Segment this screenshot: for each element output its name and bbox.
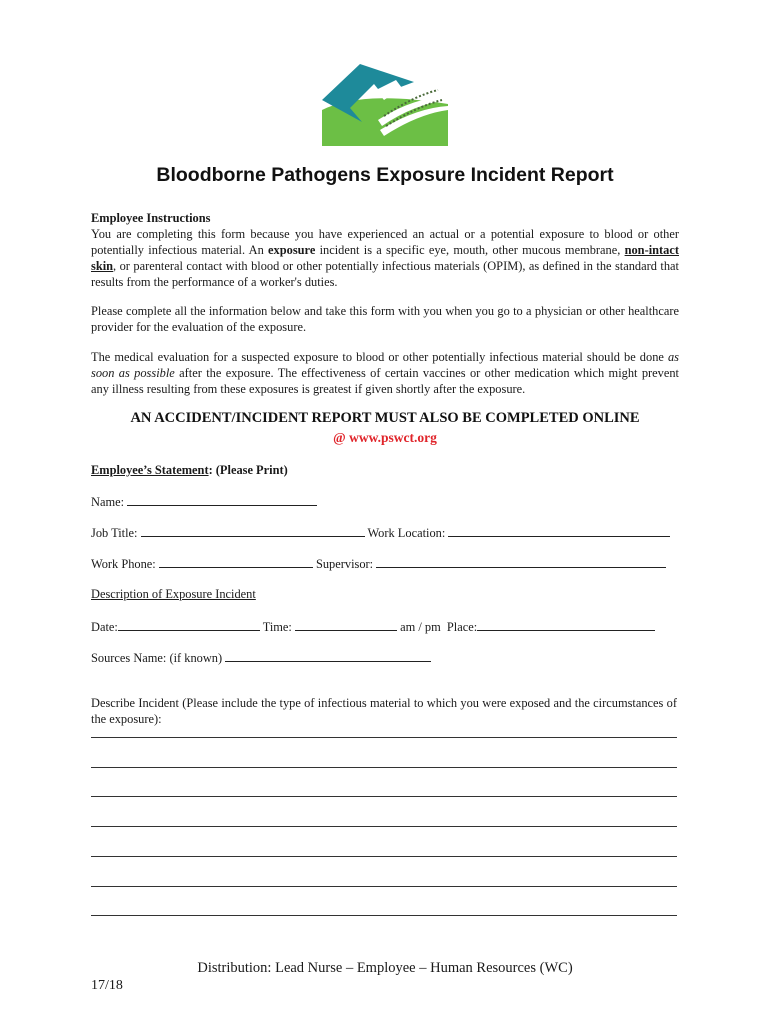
place-label: Place: (446, 620, 478, 634)
time-field[interactable] (295, 619, 397, 631)
instructions-section (91, 210, 679, 290)
page-title: Bloodborne Pathogens Exposure Incident Report (156, 164, 614, 186)
statement-heading (91, 463, 288, 478)
instructions-paragraph-3 (91, 349, 679, 397)
describe-incident-label: Describe Incident (Please include the type of infectious material to which you were exposed and the circumstances of the exposure): (91, 696, 677, 726)
sources-name-field[interactable] (225, 650, 431, 662)
name-row (91, 494, 317, 510)
instructions-text: after the exposure. The effectiveness of certain vaccines or other medication which might prevent any illness resulting from these exposures is greatest if given shortly after the exposure. (91, 366, 679, 396)
describe-line-3[interactable] (91, 796, 677, 797)
asap-term: as soon as possible (91, 350, 679, 380)
distribution-note: Distribution: Lead Nurse – Employee – Human Resources (WC) (197, 960, 573, 976)
work-location-label: Work Location: (367, 526, 446, 540)
describe-line-7[interactable] (91, 915, 677, 916)
instructions-heading: Employee Instructions (91, 211, 211, 225)
name-field[interactable] (127, 494, 317, 506)
online-report-link[interactable]: @ www.pswct.org (333, 430, 437, 445)
describe-line-4[interactable] (91, 826, 677, 827)
am-pm-label: am / pm (400, 620, 441, 634)
instructions-text: Please complete all the information below and take this form with you when you go to a physician or other healthcare provider for the evaluation of the exposure. (91, 304, 679, 334)
job-title-field[interactable] (141, 525, 365, 537)
work-location-field[interactable] (448, 525, 670, 537)
work-phone-field[interactable] (159, 556, 313, 568)
work-phone-label: Work Phone: (91, 557, 156, 571)
non-intact-skin-term: non-intact skin (91, 243, 679, 273)
instructions-text: You are completing this form because you have experienced an actual or a potential exposure to blood or other potentially infectious material. An (91, 227, 679, 257)
instructions-text: incident is a specific eye, mouth, other mucous membrane, (315, 243, 625, 257)
organization-logo (322, 60, 448, 146)
describe-line-6[interactable] (91, 886, 677, 887)
form-code: 17/18 (91, 978, 123, 993)
supervisor-field[interactable] (376, 556, 666, 568)
time-label: Time: (262, 620, 292, 634)
instructions-paragraph-1 (91, 226, 679, 290)
instructions-paragraph-2 (91, 303, 679, 335)
description-heading: Description of Exposure Incident (91, 587, 256, 601)
sources-row (91, 650, 431, 666)
date-label: Date: (91, 620, 118, 634)
job-title-label: Job Title: (91, 526, 138, 540)
statement-heading-suffix: : (Please Print) (208, 463, 288, 477)
job-row (91, 525, 670, 541)
name-label: Name: (91, 495, 125, 509)
sources-name-label: Sources Name: (if known) (91, 651, 223, 665)
phone-row (91, 556, 666, 572)
describe-incident-prompt (91, 695, 677, 727)
supervisor-label: Supervisor: (315, 557, 374, 571)
describe-line-1[interactable] (91, 737, 677, 738)
instructions-text: The medical evaluation for a suspected exposure to blood or other potentially infectious material should be done (91, 350, 668, 364)
online-report-notice: AN ACCIDENT/INCIDENT REPORT MUST ALSO BE COMPLETED ONLINE (130, 410, 640, 426)
date-field[interactable] (118, 619, 260, 631)
date-row (91, 619, 655, 635)
describe-line-2[interactable] (91, 767, 677, 768)
exposure-term: exposure (268, 243, 316, 257)
describe-line-5[interactable] (91, 856, 677, 857)
place-field[interactable] (477, 619, 655, 631)
statement-heading-label: Employee’s Statement (91, 463, 209, 477)
instructions-text: , or parenteral contact with blood or other potentially infectious materials (OPIM), as defined in the standard that results from the performance of a worker's duties. (91, 259, 679, 289)
